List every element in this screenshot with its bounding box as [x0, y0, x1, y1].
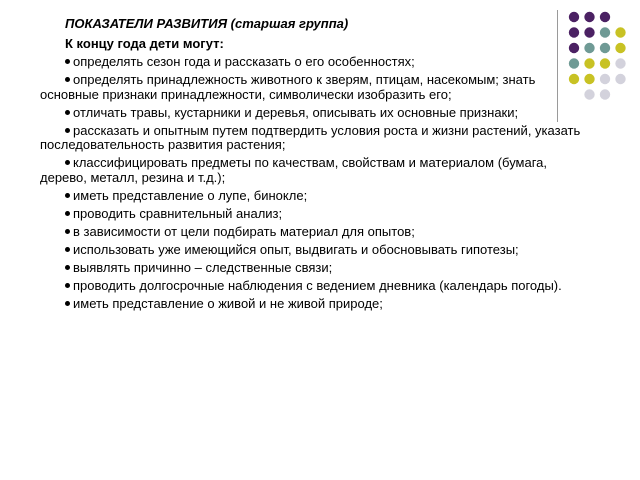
decorative-dot	[615, 58, 625, 68]
slide-content	[40, 17, 595, 315]
bullet-icon	[65, 211, 70, 216]
list-item	[40, 55, 595, 70]
slide-subtitle: К концу года дети могут:	[65, 35, 224, 51]
bullet-icon	[65, 110, 70, 115]
list-item-text: иметь представление о лупе, бинокле;	[73, 187, 308, 203]
list-item	[40, 279, 595, 294]
list-item-text: определять принадлежность животного к зверям, птицам, насекомым; знать основные признаки принадлежности, символически изобразить его;	[40, 72, 536, 102]
list-item-text: проводить долгосрочные наблюдения с ведением дневника (календарь погоды).	[73, 277, 562, 293]
bullet-icon	[65, 160, 70, 165]
bullet-icon	[65, 193, 70, 198]
decorative-dot	[615, 43, 625, 53]
bullet-icon	[65, 229, 70, 234]
list-item-text: проводить сравнительный анализ;	[73, 205, 283, 221]
list-item	[40, 261, 595, 276]
decorative-dot	[600, 27, 610, 37]
list-item	[40, 106, 595, 121]
skills-list	[40, 55, 595, 311]
bullet-icon	[65, 77, 70, 82]
bullet-icon	[65, 247, 70, 252]
list-item	[40, 225, 595, 240]
list-item	[40, 297, 595, 312]
list-item-text: определять сезон года и рассказать о его особенностях;	[73, 54, 415, 69]
list-item	[40, 189, 595, 204]
list-item	[40, 243, 595, 258]
list-item-text: использовать уже имеющийся опыт, выдвигать и обосновывать гипотезы;	[73, 241, 519, 257]
decorative-dot	[615, 27, 625, 37]
slide-title: ПОКАЗАТЕЛИ РАЗВИТИЯ (старшая группа)	[65, 16, 349, 31]
list-item	[40, 124, 595, 153]
list-item-text: классифицировать предметы по качествам, свойствам и материалом (бумага, дерево, металл, резина и т.д.);	[40, 155, 548, 185]
bullet-icon	[65, 59, 70, 64]
list-item-text: в зависимости от цели подбирать материал для опытов;	[73, 223, 415, 239]
list-item	[40, 207, 595, 222]
decorative-dot	[600, 58, 610, 68]
list-item-text: иметь представление о живой и не живой природе;	[73, 295, 383, 311]
decorative-dot	[600, 43, 610, 53]
list-item-text: выявлять причинно – следственные связи;	[73, 259, 333, 275]
decorative-dot	[600, 74, 610, 84]
bullet-icon	[65, 301, 70, 306]
list-item-text: рассказать и опытным путем подтвердить условия роста и жизни растений, указать последовательность развития растения;	[40, 122, 581, 152]
list-item	[40, 73, 595, 102]
bullet-icon	[65, 283, 70, 288]
list-item	[40, 156, 595, 185]
decorative-dot	[615, 74, 625, 84]
decorative-dot	[600, 12, 610, 22]
bullet-icon	[65, 128, 70, 133]
list-item-text: отличать травы, кустарники и деревья, описывать их основные признаки;	[73, 104, 519, 120]
bullet-icon	[65, 265, 70, 270]
decorative-dot	[600, 89, 610, 99]
